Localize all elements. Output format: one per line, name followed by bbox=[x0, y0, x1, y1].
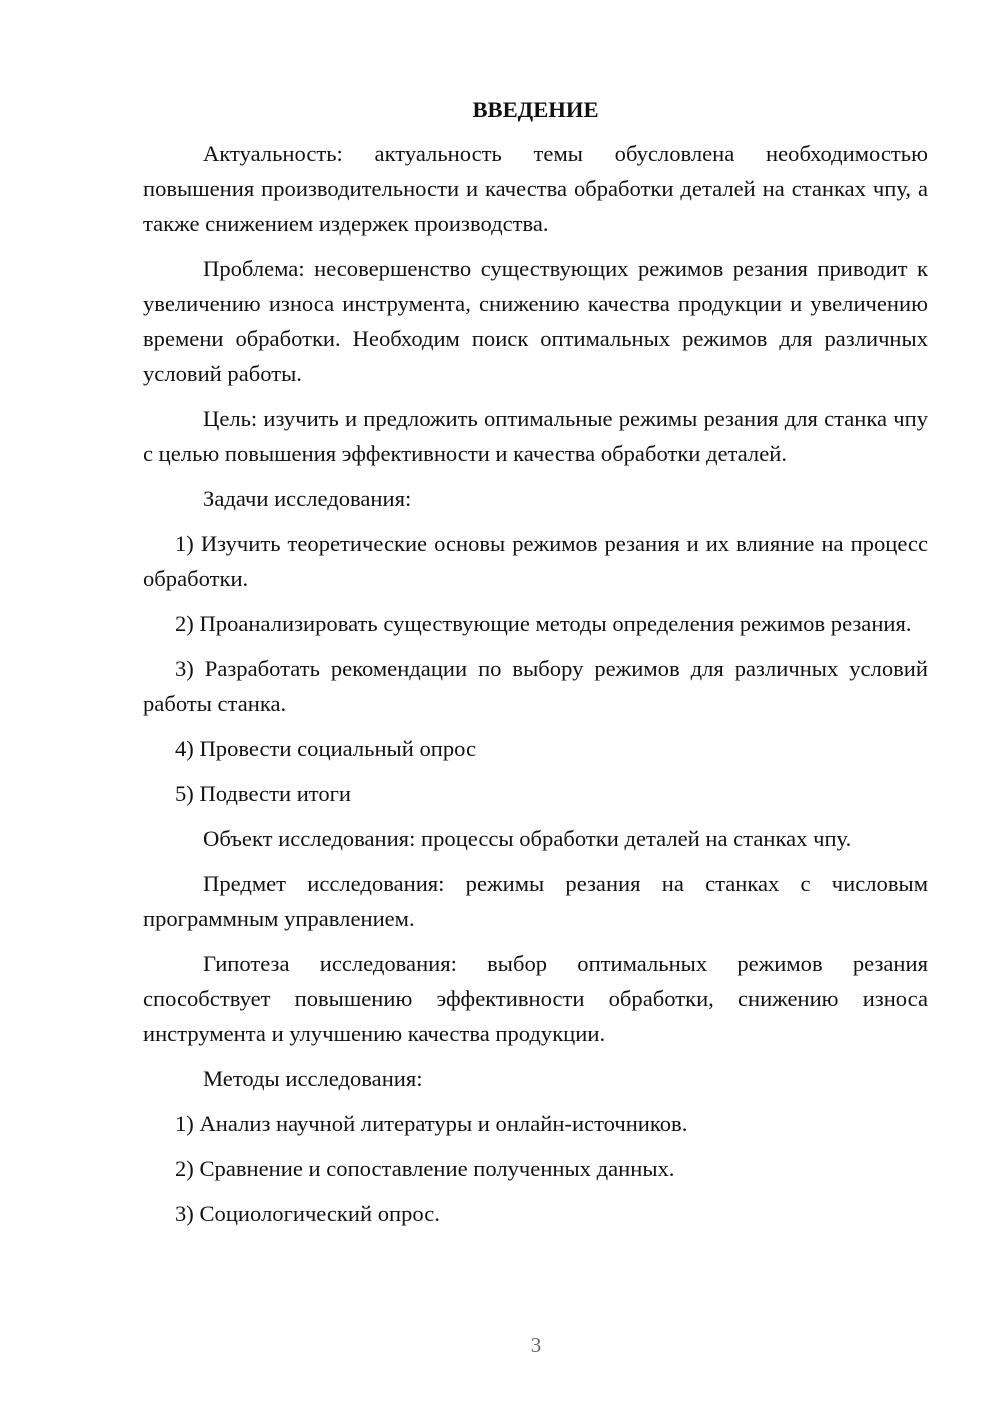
task-item: 3) Разработать рекомендации по выбору режимов для различных условий работы станка. bbox=[143, 656, 928, 716]
method-item: 3) Социологический опрос. bbox=[175, 1201, 440, 1226]
object-paragraph: Объект исследования: процессы обработки деталей на станках чпу. bbox=[203, 826, 852, 851]
methods-heading: Методы исследования: bbox=[203, 1066, 423, 1091]
page-number: 3 bbox=[530, 1333, 542, 1357]
task-item: 4) Провести социальный опрос bbox=[175, 736, 477, 761]
document-page bbox=[143, 92, 928, 1241]
method-item: 1) Анализ научной литературы и онлайн-источников. bbox=[175, 1111, 688, 1136]
task-item: 2) Проанализировать существующие методы определения режимов резания. bbox=[175, 611, 912, 636]
tasks-heading: Задачи исследования: bbox=[203, 486, 412, 511]
subject-paragraph: Предмет исследования: режимы резания на станках с числовым программным управлением. bbox=[143, 871, 928, 931]
task-item: 5) Подвести итоги bbox=[175, 781, 352, 806]
task-item: 1) Изучить теоретические основы режимов резания и их влияние на процесс обработки. bbox=[143, 531, 928, 591]
method-item: 2) Сравнение и сопоставление полученных данных. bbox=[175, 1156, 675, 1181]
problem-paragraph: Проблема: несовершенство существующих режимов резания приводит к увеличению износа инструмента, снижению качества продукции и увеличению времени обработки. Необходим поиск оптимальных режимов для различных условий работы. bbox=[143, 256, 928, 386]
goal-paragraph: Цель: изучить и предложить оптимальные режимы резания для станка чпу с целью повышения эффективности и качества обработки деталей. bbox=[143, 406, 928, 466]
document-title: ВВЕДЕНИЕ bbox=[472, 97, 599, 122]
hypothesis-paragraph: Гипотеза исследования: выбор оптимальных режимов резания способствует повышению эффективности обработки, снижению износа инструмента и улучшению качества продукции. bbox=[143, 951, 928, 1046]
relevance-paragraph: Актуальность: актуальность темы обусловлена необходимостью повышения производительности и качества обработки деталей на станках чпу, а также снижением издержек производства. bbox=[143, 141, 928, 236]
